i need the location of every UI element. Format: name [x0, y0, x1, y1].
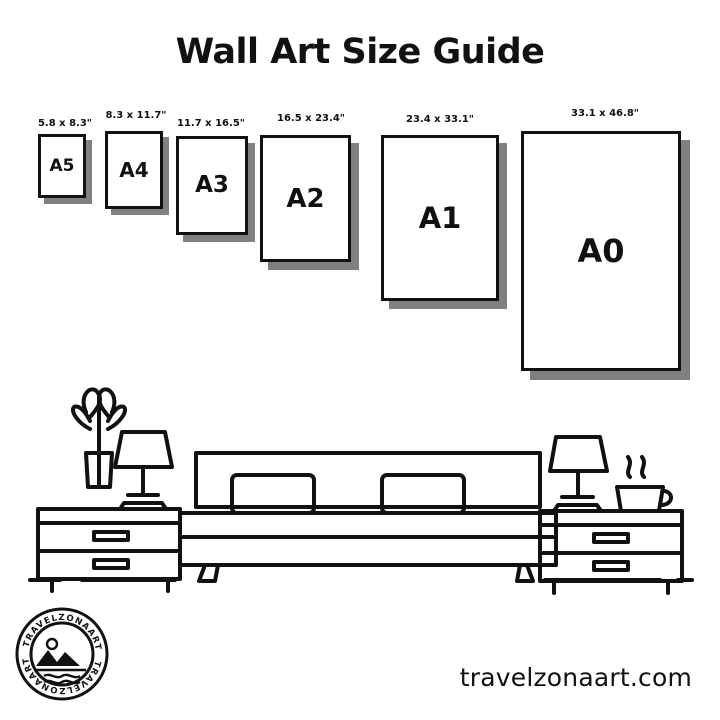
frame-dimension-a1: 23.4 x 33.1"	[406, 114, 474, 125]
logo-arc-text-top: TRAVELZONAART	[21, 612, 103, 652]
plant-vase-illustration	[73, 389, 125, 487]
website-url: travelzonaart.com	[459, 663, 692, 692]
left-table-lamp-illustration	[115, 432, 172, 509]
frame-label-a1: A1	[418, 200, 462, 235]
bedroom-scene-illustration	[0, 375, 720, 600]
right-nightstand-illustration	[540, 511, 682, 593]
frame-box-a1	[381, 135, 499, 301]
coffee-cup-illustration	[617, 457, 671, 511]
right-table-lamp-illustration	[550, 437, 607, 511]
frame-dimension-a4: 8.3 x 11.7"	[105, 110, 167, 121]
logo-arc-text-bottom: TRAVELZONAART	[21, 656, 103, 696]
frame-label-a2: A2	[286, 183, 325, 214]
frame-label-a4: A4	[119, 158, 149, 182]
bed-illustration	[180, 453, 556, 581]
left-nightstand-illustration	[38, 509, 180, 591]
brand-logo	[14, 606, 110, 702]
frame-box-a5	[38, 134, 86, 198]
frame-box-a4	[105, 131, 163, 209]
frame-label-a0: A0	[577, 232, 625, 270]
page-title: Wall Art Size Guide	[175, 32, 545, 72]
frame-dimension-a3: 11.7 x 16.5"	[177, 118, 245, 129]
frame-box-a2	[260, 135, 351, 262]
frame-dimension-a0: 33.1 x 46.8"	[571, 108, 639, 119]
frame-box-a3	[176, 136, 248, 235]
frame-label-a5: A5	[49, 155, 75, 176]
frame-dimension-a5: 5.8 x 8.3"	[37, 118, 93, 129]
frame-label-a3: A3	[195, 172, 229, 198]
frame-dimension-a2: 16.5 x 23.4"	[277, 113, 345, 124]
frame-box-a0	[521, 131, 681, 371]
